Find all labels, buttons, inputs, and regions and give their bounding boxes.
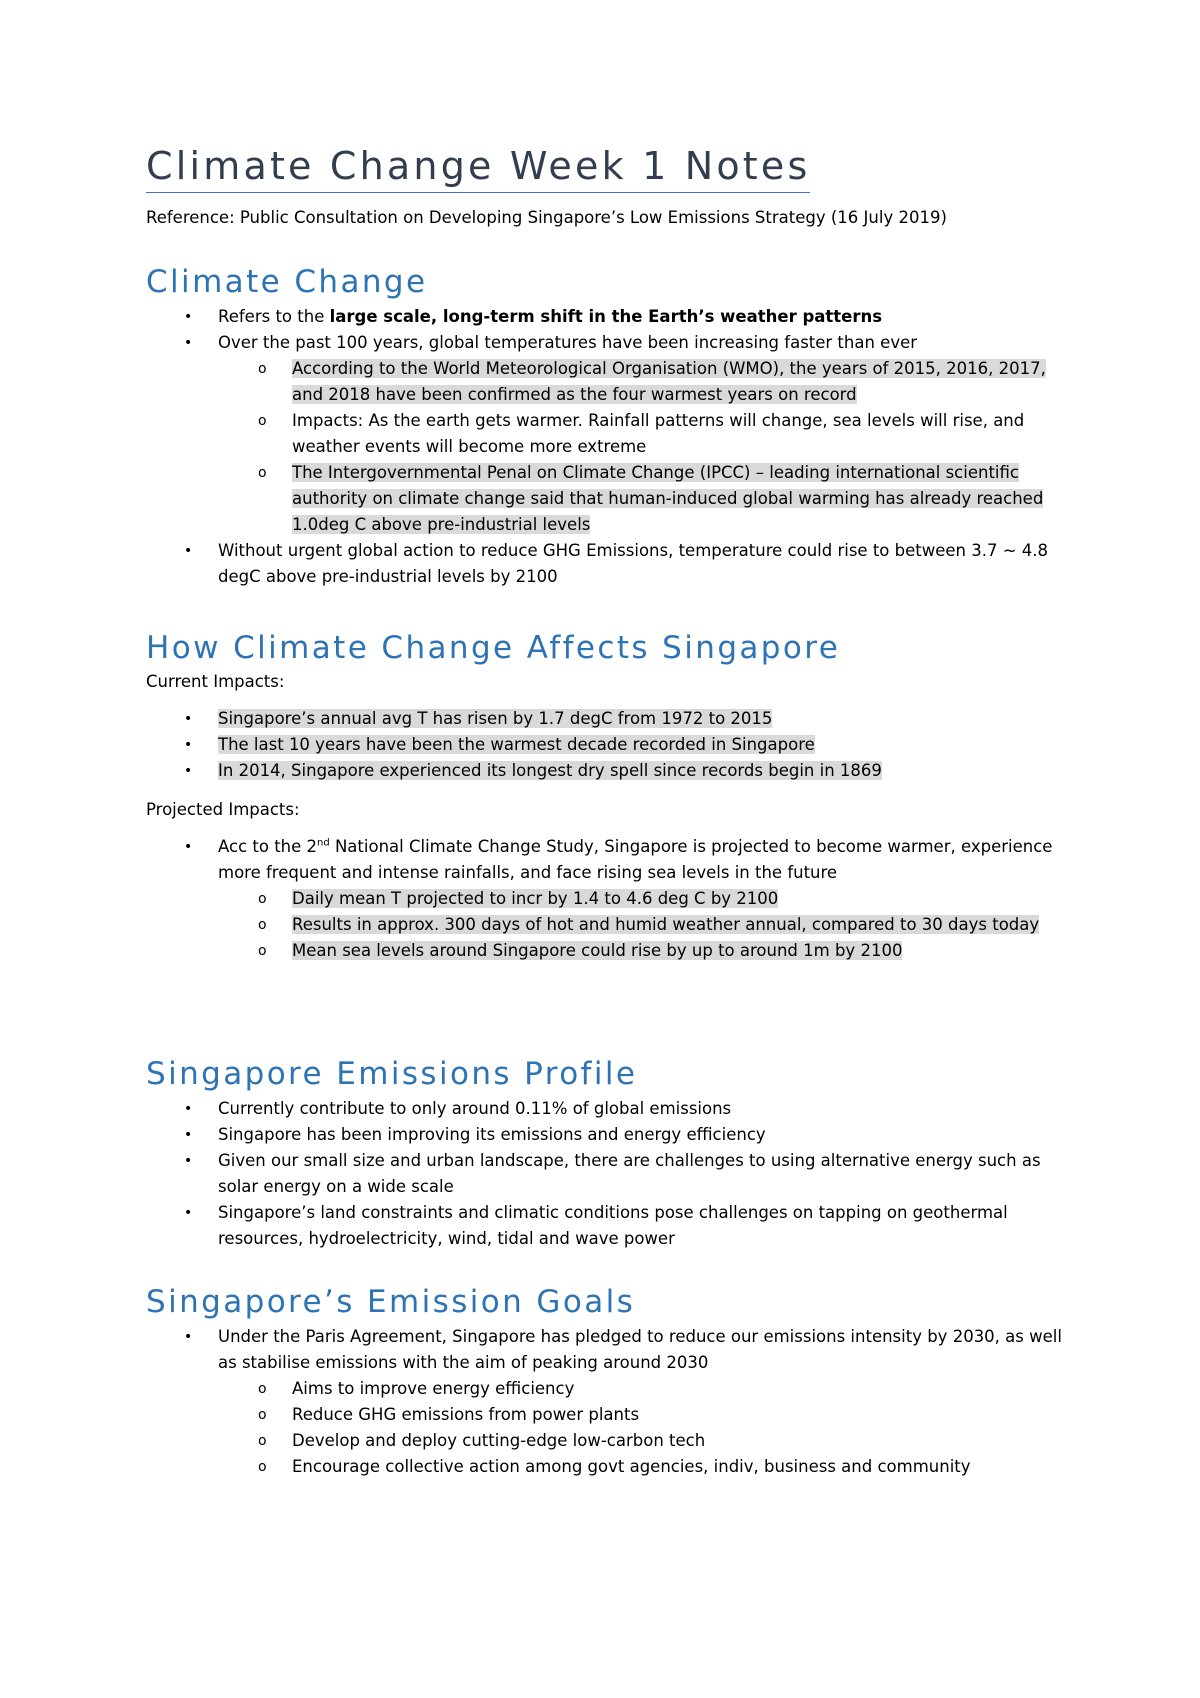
list-item bbox=[146, 834, 1066, 886]
document-title: Climate Change Week 1 Notes bbox=[146, 146, 810, 193]
sub-list-item bbox=[146, 938, 1066, 964]
bullet-icon: • bbox=[184, 1329, 193, 1345]
current-impacts-label: Current Impacts: bbox=[146, 672, 285, 691]
list-item bbox=[146, 330, 1066, 356]
sub-bullet-icon: o bbox=[258, 1459, 267, 1475]
list-item-text: Refers to the bbox=[218, 307, 330, 326]
sub-list-item bbox=[146, 408, 1066, 460]
section-heading: Singapore’s Emission Goals bbox=[146, 1284, 636, 1320]
highlighted-text: Results in approx. 300 days of hot and humid weather annual, compared to 30 days today bbox=[292, 915, 1040, 934]
bullet-icon: • bbox=[184, 1127, 193, 1143]
superscript: nd bbox=[317, 837, 330, 849]
list-item-text: Impacts: As the earth gets warmer. Rainfall patterns will change, sea levels will rise, and weather events will become more extreme bbox=[292, 411, 1025, 456]
bullet-list bbox=[146, 1324, 1066, 1480]
highlighted-text: The Intergovernmental Penal on Climate Change (IPCC) – leading international scientific authority on climate change said that human-induced global warming has already reached 1.0deg C above pre-industrial levels bbox=[292, 463, 1044, 534]
list-item-text: Develop and deploy cutting-edge low-carbon tech bbox=[292, 1431, 706, 1450]
list-item bbox=[146, 1324, 1066, 1376]
bullet-icon: • bbox=[184, 1153, 193, 1169]
sub-bullet-icon: o bbox=[258, 1433, 267, 1449]
bullet-icon: • bbox=[184, 839, 193, 855]
section-climate-change bbox=[146, 262, 1066, 590]
highlighted-text: In 2014, Singapore experienced its longest dry spell since records begin in 1869 bbox=[218, 761, 882, 780]
list-item-text: Aims to improve energy efficiency bbox=[292, 1379, 575, 1398]
list-item-text: National Climate Change Study, Singapore is projected to become warmer, experience more frequent and intense rainfalls, and face rising sea levels in the future bbox=[218, 837, 1053, 882]
sub-bullet-icon: o bbox=[258, 1407, 267, 1423]
bullet-icon: • bbox=[184, 711, 193, 727]
sub-list-item bbox=[146, 1402, 1066, 1428]
highlighted-text: The last 10 years have been the warmest decade recorded in Singapore bbox=[218, 735, 815, 754]
list-item bbox=[146, 1200, 1066, 1252]
list-item bbox=[146, 304, 1066, 330]
list-item-text: Encourage collective action among govt agencies, indiv, business and community bbox=[292, 1457, 971, 1476]
section-heading: Climate Change bbox=[146, 264, 428, 300]
list-item-text: Over the past 100 years, global temperatures have been increasing faster than ever bbox=[218, 333, 918, 352]
sub-list-item bbox=[146, 1454, 1066, 1480]
list-item bbox=[146, 732, 1066, 758]
highlighted-text: Singapore’s annual avg T has risen by 1.7 degC from 1972 to 2015 bbox=[218, 709, 773, 728]
list-item bbox=[146, 706, 1066, 732]
sub-list-item bbox=[146, 912, 1066, 938]
list-item bbox=[146, 1122, 1066, 1148]
list-item-bold-text: large scale, long-term shift in the Earth’s weather patterns bbox=[329, 307, 883, 326]
bullet-icon: • bbox=[184, 543, 193, 559]
sub-list-item bbox=[146, 886, 1066, 912]
bullet-list bbox=[146, 834, 1066, 964]
bullet-icon: • bbox=[184, 335, 193, 351]
bullet-icon: • bbox=[184, 1205, 193, 1221]
sub-list-item bbox=[146, 356, 1066, 408]
reference-line: Reference: Public Consultation on Developing Singapore’s Low Emissions Strategy (16 July 2019) bbox=[146, 208, 947, 227]
section-emission-goals bbox=[146, 1282, 1066, 1480]
sub-bullet-icon: o bbox=[258, 1381, 267, 1397]
sub-bullet-icon: o bbox=[258, 465, 267, 481]
list-item bbox=[146, 1096, 1066, 1122]
sub-list-item bbox=[146, 1376, 1066, 1402]
projected-impacts-label: Projected Impacts: bbox=[146, 800, 300, 819]
sub-bullet-icon: o bbox=[258, 413, 267, 429]
sub-bullet-icon: o bbox=[258, 361, 267, 377]
bullet-icon: • bbox=[184, 737, 193, 753]
bullet-list bbox=[146, 1096, 1066, 1252]
list-item-text: Currently contribute to only around 0.11% of global emissions bbox=[218, 1099, 732, 1118]
highlighted-text: According to the World Meteorological Organisation (WMO), the years of 2015, 2016, 2017, and 2018 have been confirmed as the four warmest years on record bbox=[292, 359, 1046, 404]
list-item bbox=[146, 1148, 1066, 1200]
list-item-text: Given our small size and urban landscape, there are challenges to using alternative energy such as solar energy on a wide scale bbox=[218, 1151, 1041, 1196]
sub-bullet-icon: o bbox=[258, 943, 267, 959]
sub-bullet-icon: o bbox=[258, 917, 267, 933]
list-item-text: Reduce GHG emissions from power plants bbox=[292, 1405, 640, 1424]
list-item-text: Singapore’s land constraints and climatic conditions pose challenges on tapping on geothermal resources, hydroelectricity, wind, tidal and wave power bbox=[218, 1203, 1008, 1248]
list-item-text: Singapore has been improving its emissions and energy efficiency bbox=[218, 1125, 766, 1144]
highlighted-text: Daily mean T projected to incr by 1.4 to 4.6 deg C by 2100 bbox=[292, 889, 779, 908]
list-item bbox=[146, 758, 1066, 784]
highlighted-text: Mean sea levels around Singapore could rise by up to around 1m by 2100 bbox=[292, 941, 903, 960]
section-heading: How Climate Change Affects Singapore bbox=[146, 630, 841, 666]
bullet-icon: • bbox=[184, 1101, 193, 1117]
list-item-text: Under the Paris Agreement, Singapore has pledged to reduce our emissions intensity by 2030, as well as stabilise emissions with the aim of peaking around 2030 bbox=[218, 1327, 1062, 1372]
bullet-icon: • bbox=[184, 309, 193, 325]
section-affects-singapore bbox=[146, 628, 1066, 964]
list-item-text: Acc to the 2 bbox=[218, 837, 318, 856]
sub-bullet-icon: o bbox=[258, 891, 267, 907]
bullet-list bbox=[146, 304, 1066, 590]
section-emissions-profile bbox=[146, 1054, 1066, 1252]
list-item-text: Without urgent global action to reduce GHG Emissions, temperature could rise to between 3.7 ~ 4.8 degC above pre-industrial levels by 2100 bbox=[218, 541, 1049, 586]
section-heading: Singapore Emissions Profile bbox=[146, 1056, 638, 1092]
list-item bbox=[146, 538, 1066, 590]
sub-list-item bbox=[146, 460, 1066, 538]
sub-list-item bbox=[146, 1428, 1066, 1454]
bullet-icon: • bbox=[184, 763, 193, 779]
bullet-list bbox=[146, 706, 1066, 784]
